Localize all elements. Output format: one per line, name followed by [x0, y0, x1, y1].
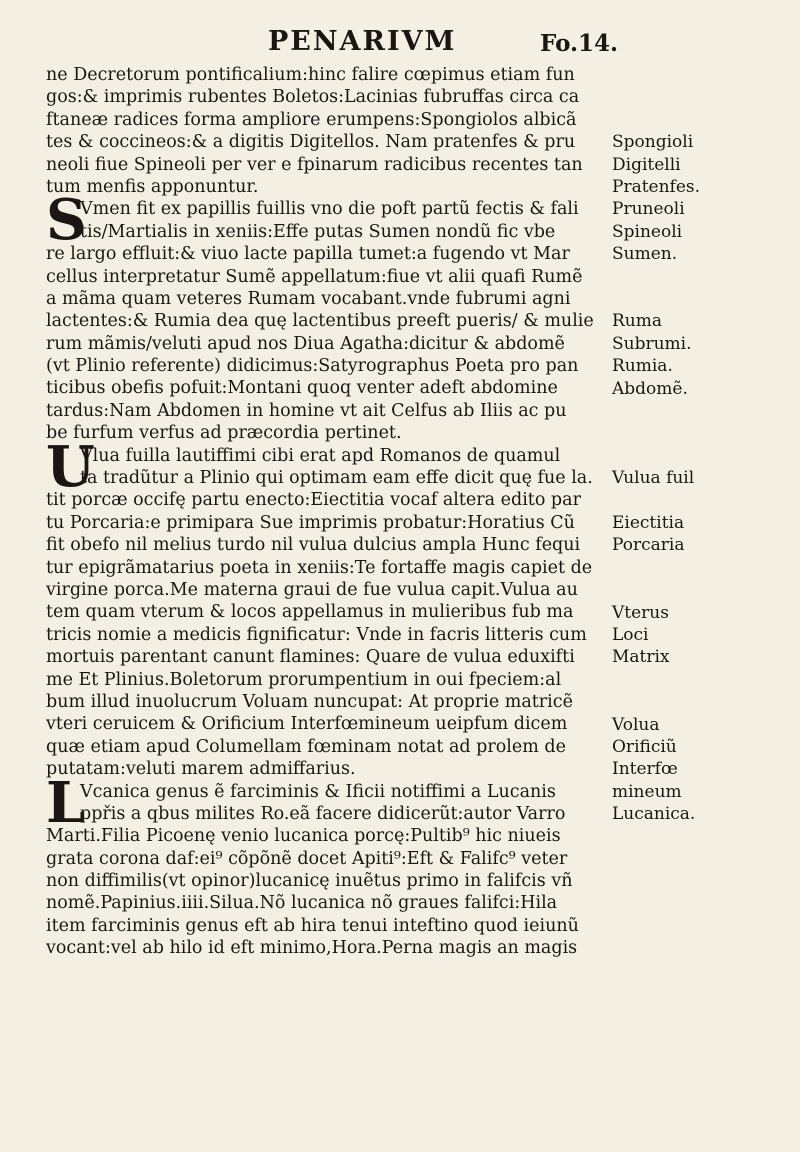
drop-cap: U: [46, 433, 95, 500]
folio-number: Fo.14.: [540, 30, 619, 57]
margin-note: Vulua fuil: [612, 468, 695, 489]
text-line: virgine porca.Me materna graui de fue vulua capit.Vulua au: [46, 579, 578, 600]
text-line: fit obefo nil melius turdo nil vulua dulcius ampla Hunc fequi: [46, 535, 581, 556]
margin-note: Digitelli: [612, 154, 681, 175]
margin-note: Vterus: [612, 602, 669, 623]
text-line: tis/Martialis in xeniis:Effe putas Sumen nondũ fic vbe: [80, 221, 556, 242]
running-title: PENARIVM: [268, 26, 457, 57]
text-line: neoli fiue Spineoli per ver e fpinarum radicibus recentes tan: [46, 154, 583, 175]
drop-cap: S: [46, 187, 87, 254]
text-line: mortuis parentant canunt flamines: Quare de vulua eduxifti: [46, 647, 575, 668]
text-line: cellus interpretatur Sumẽ appellatum:fiue vt alii quafi Rumẽ: [46, 266, 583, 287]
text-line: tricis nomie a medicis fignificatur: Vnde in facris litteris cum: [46, 624, 587, 645]
text-line: lactentes:& Rumia dea quę lactentibus preeft pueris/ & mulie: [46, 311, 594, 332]
margin-note: Spongioli: [612, 132, 694, 153]
text-line: tum menfis apponuntur.: [46, 176, 259, 197]
margin-note: Sumen.: [612, 244, 678, 265]
text-line: quæ etiam apud Columellam fœminam notat ad prolem de: [46, 736, 566, 757]
text-line: ne Decretorum pontificalium:hinc falire cœpimus etiam fun: [46, 65, 575, 85]
margin-note: Ruma: [612, 311, 663, 332]
margin-note: Abdomẽ.: [612, 378, 688, 399]
margin-note: Loci: [612, 625, 649, 645]
text-line: re largo effluit:& viuo lacte papilla tumet:a fugendo vt Mar: [46, 244, 570, 265]
text-line: tu Porcaria:e primipara Sue imprimis probatur:Horatius Cũ: [46, 512, 575, 533]
text-line: non diffimilis(vt opinor)lucanicę inuẽtus primo in falifcis vñ: [46, 871, 573, 892]
text-line: vteri ceruicem & Orificium Interfœmineum ueipfum dicem: [46, 714, 568, 735]
margin-note: Eiectitia: [612, 513, 685, 533]
text-line: ticibus obefis pofuit:Montani quoq venter adeft abdomine: [46, 378, 558, 399]
text-line: tes & coccineos:& a digitis Digitellos. Nam pratenfes & pru: [46, 132, 576, 153]
drop-cap: L: [46, 769, 86, 836]
text-line: ta tradũtur a Plinio qui optimam eam effe dicit quę fue la.: [80, 468, 593, 489]
text-line: Vlua fuilla lautiffimi cibi erat apd Romanos de quamul: [80, 445, 561, 466]
margin-note: Rumia.: [612, 356, 673, 377]
text-line: ftaneæ radices forma ampliore erumpens:Spongiolos albicã: [46, 109, 577, 130]
text-line: me Et Plinius.Boletorum prorumpentium in oui fpeciem:al: [46, 669, 562, 690]
text-line: nomẽ.Papinius.iiii.Silua.Nõ lucanica nõ graues falifci:Hila: [46, 893, 558, 914]
margin-note: Orificiũ: [612, 737, 677, 757]
text-line: grata corona daf:ei⁹ cõpõnẽ docet Apiti⁹:Eft & Falifc⁹ veter: [46, 848, 568, 869]
body-text: [46, 64, 606, 960]
text-line: ppřis a qbus milites Ro.eã facere didicerũt:autor Varro: [80, 803, 566, 824]
margin-note: Pruneoli: [612, 199, 685, 220]
text-line: Vcanica genus ẽ farciminis & Ificii notiffimi a Lucanis: [80, 781, 556, 802]
text-line: vocant:vel ab hilo id eft minimo,Hora.Perna magis an magis: [46, 938, 578, 959]
text-line: tardus:Nam Abdomen in homine vt ait Celfus ab Iliis ac pu: [46, 400, 567, 421]
text-line: item farciminis genus eft ab hira tenui inteftino quod ieiunũ: [46, 915, 579, 936]
text-line: rum mãmis/veluti apud nos Diua Agatha:dicitur & abdomẽ: [46, 333, 565, 354]
text-line: tur epigrãmatarius poeta in xeniis:Te fortaffe magis capiet de: [46, 557, 593, 578]
text-line: Vmen fit ex papillis fuillis vno die poft partũ fectis & fali: [80, 199, 579, 220]
margin-note: Lucanica.: [612, 804, 696, 825]
margin-note: mineum: [612, 781, 682, 802]
text-line: gos:& imprimis rubentes Boletos:Lacinias fubruffas circa ca: [46, 87, 580, 108]
text-line: a mãma quam veteres Rumam vocabant.vnde fubrumi agni: [46, 288, 571, 309]
text-line: tit porcæ occifę partu enecto:Eiectitia vocaf altera edito par: [46, 490, 581, 511]
text-line: bum illud inuolucrum Voluam nuncupat: At proprie matricẽ: [46, 691, 573, 712]
margin-note: Spineoli: [612, 221, 683, 242]
text-line: Marti.Filia Picoenę venio lucanica porcę:Pultib⁹ hic niueis: [46, 826, 561, 847]
text-line: be furfum verfus ad præcordia pertinet.: [46, 423, 402, 444]
margin-note: Matrix: [612, 647, 670, 668]
text-line: (vt Plinio referente) didicimus:Satyrographus Poeta pro pan: [46, 356, 579, 377]
margin-note: Porcaria: [612, 535, 685, 556]
text-line: putatam:veluti marem admiffarius.: [46, 759, 356, 780]
margin-note: Pratenfes.: [612, 177, 701, 197]
margin-note: Volua: [612, 714, 660, 735]
margin-note: Interfœ: [612, 759, 678, 780]
page-header: [0, 26, 800, 62]
margin-note: Subrumi.: [612, 333, 692, 354]
text-line: tem quam vterum & locos appellamus in mulieribus fub ma: [46, 602, 574, 623]
